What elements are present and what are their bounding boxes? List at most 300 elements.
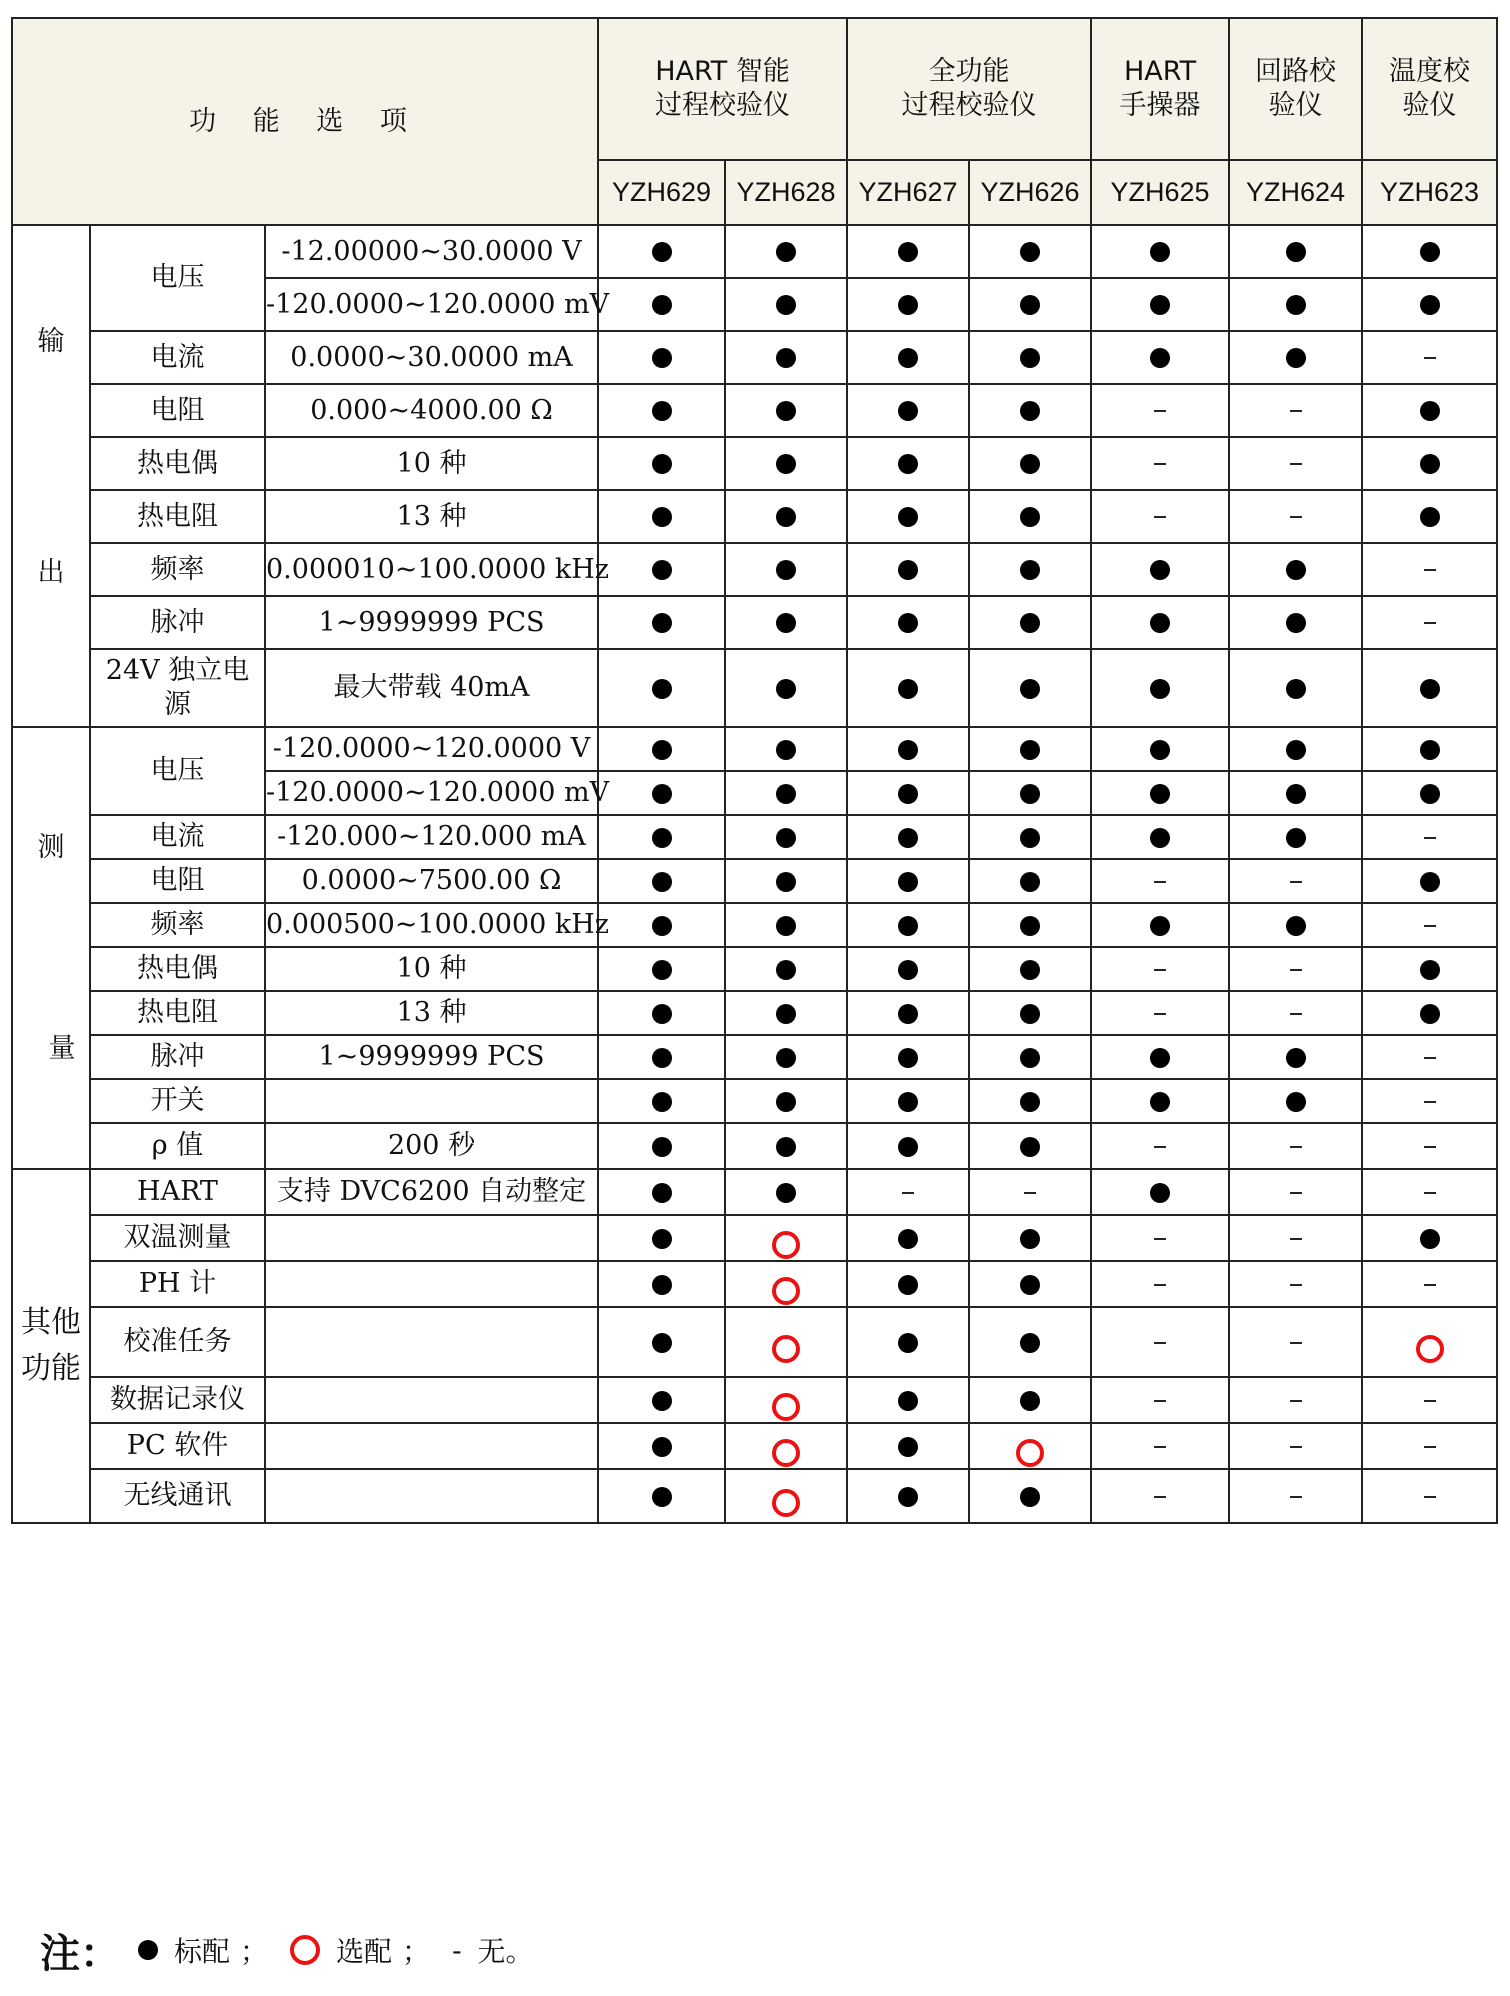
- support-cell-yzh628: [725, 1079, 847, 1123]
- support-cell-yzh623: [1362, 947, 1497, 991]
- standard-dot-icon: [652, 1004, 672, 1024]
- support-cell-yzh623: [1362, 225, 1497, 278]
- legend: [40, 1920, 540, 1980]
- standard-dot-icon: [1020, 1048, 1040, 1068]
- none-dash-icon: [1154, 1400, 1166, 1402]
- standard-dot-icon: [1150, 1183, 1170, 1203]
- none-dash-icon: [1290, 1446, 1302, 1448]
- support-cell-yzh627: [847, 543, 969, 596]
- support-cell-yzh629: [598, 490, 725, 543]
- support-cell-yzh624: [1229, 331, 1362, 384]
- support-cell-yzh626: [969, 543, 1091, 596]
- support-cell-yzh625: [1091, 771, 1229, 815]
- support-cell-yzh626: [969, 771, 1091, 815]
- standard-dot-icon: [1020, 613, 1040, 633]
- standard-dot-icon: [1150, 348, 1170, 368]
- support-cell-yzh627: [847, 1469, 969, 1523]
- standard-dot-icon: [898, 960, 918, 980]
- standard-dot-icon: [898, 454, 918, 474]
- function-range: 0.000~4000.00 Ω: [265, 384, 598, 437]
- support-cell-yzh623: [1362, 1469, 1497, 1523]
- support-cell-yzh628: [725, 1169, 847, 1215]
- support-cell-yzh626: [969, 1469, 1091, 1523]
- standard-dot-icon: [652, 454, 672, 474]
- category-output: [12, 225, 90, 727]
- support-cell-yzh624: [1229, 1307, 1362, 1377]
- support-cell-yzh628: [725, 543, 847, 596]
- standard-dot-icon: [776, 295, 796, 315]
- support-cell-yzh625: [1091, 1123, 1229, 1169]
- support-cell-yzh626: [969, 991, 1091, 1035]
- function-name: 电压: [90, 727, 265, 815]
- support-cell-yzh629: [598, 815, 725, 859]
- table-row: [12, 1123, 1497, 1169]
- none-dash-icon: [1424, 1284, 1436, 1286]
- standard-dot-icon: [898, 1437, 918, 1457]
- support-cell-yzh626: [969, 1035, 1091, 1079]
- support-cell-yzh624: [1229, 1169, 1362, 1215]
- support-cell-yzh629: [598, 278, 725, 331]
- standard-dot-icon: [1286, 242, 1306, 262]
- support-cell-yzh625: [1091, 649, 1229, 727]
- support-cell-yzh628: [725, 1123, 847, 1169]
- function-name: 热电阻: [90, 490, 265, 543]
- support-cell-yzh629: [598, 1307, 725, 1377]
- optional-circle-icon: [772, 1439, 800, 1467]
- standard-dot-icon: [1020, 295, 1040, 315]
- standard-dot-icon: [1286, 740, 1306, 760]
- standard-dot-icon: [1420, 401, 1440, 421]
- optional-circle-icon: [1416, 1335, 1444, 1363]
- function-range: 0.000010~100.0000 kHz: [265, 543, 598, 596]
- support-cell-yzh627: [847, 437, 969, 490]
- support-cell-yzh628: [725, 437, 847, 490]
- dash-icon: -: [452, 1933, 462, 1967]
- function-options-table: [11, 17, 1498, 1524]
- standard-dot-icon: [1020, 828, 1040, 848]
- support-cell-yzh627: [847, 1215, 969, 1261]
- function-range: 10 种: [265, 947, 598, 991]
- category-measure-char: 测: [37, 831, 65, 863]
- function-name: PC 软件: [90, 1423, 265, 1469]
- support-cell-yzh627: [847, 903, 969, 947]
- none-dash-icon: [1424, 1192, 1436, 1194]
- model-yzh624: YZH624: [1229, 160, 1362, 225]
- category-measure-char: 量: [48, 1032, 76, 1064]
- standard-dot-icon: [898, 1092, 918, 1112]
- support-cell-yzh623: [1362, 1307, 1497, 1377]
- support-cell-yzh623: [1362, 903, 1497, 947]
- support-cell-yzh625: [1091, 1169, 1229, 1215]
- function-range: -120.0000~120.0000 V: [265, 727, 598, 771]
- support-cell-yzh625: [1091, 815, 1229, 859]
- support-cell-yzh626: [969, 278, 1091, 331]
- standard-dot-icon: [776, 784, 796, 804]
- function-range: [265, 1307, 598, 1377]
- standard-dot-icon: [898, 1229, 918, 1249]
- none-dash-icon: [1424, 1446, 1436, 1448]
- none-dash-icon: [1290, 410, 1302, 412]
- support-cell-yzh627: [847, 1307, 969, 1377]
- standard-dot-icon: [776, 1004, 796, 1024]
- standard-dot-icon: [1420, 872, 1440, 892]
- support-cell-yzh625: [1091, 991, 1229, 1035]
- standard-dot-icon: [1020, 679, 1040, 699]
- standard-dot-icon: [898, 1004, 918, 1024]
- standard-dot-icon: [776, 401, 796, 421]
- support-cell-yzh629: [598, 903, 725, 947]
- support-cell-yzh627: [847, 1423, 969, 1469]
- support-cell-yzh628: [725, 331, 847, 384]
- standard-dot-icon: [1420, 679, 1440, 699]
- support-cell-yzh623: [1362, 1169, 1497, 1215]
- support-cell-yzh626: [969, 649, 1091, 727]
- support-cell-yzh629: [598, 1123, 725, 1169]
- model-yzh629: YZH629: [598, 160, 725, 225]
- function-name: 电流: [90, 331, 265, 384]
- support-cell-yzh628: [725, 1423, 847, 1469]
- legend-standard-label: 标配: [174, 1935, 231, 1968]
- support-cell-yzh624: [1229, 1123, 1362, 1169]
- support-cell-yzh628: [725, 649, 847, 727]
- standard-dot-icon: [1020, 1487, 1040, 1507]
- legend-none-label: 无。: [477, 1935, 534, 1968]
- support-cell-yzh628: [725, 1261, 847, 1307]
- support-cell-yzh625: [1091, 543, 1229, 596]
- support-cell-yzh625: [1091, 1307, 1229, 1377]
- function-name: 脉冲: [90, 596, 265, 649]
- none-dash-icon: [1154, 1342, 1166, 1344]
- support-cell-yzh628: [725, 859, 847, 903]
- support-cell-yzh628: [725, 1307, 847, 1377]
- legend-none: [452, 1930, 533, 1970]
- function-range: [265, 1469, 598, 1523]
- standard-dot-icon: [652, 740, 672, 760]
- support-cell-yzh624: [1229, 727, 1362, 771]
- category-measure: [12, 727, 90, 1169]
- support-cell-yzh625: [1091, 437, 1229, 490]
- standard-dot-icon: [652, 1092, 672, 1112]
- standard-dot-icon: [776, 1092, 796, 1112]
- support-cell-yzh624: [1229, 278, 1362, 331]
- support-cell-yzh623: [1362, 1035, 1497, 1079]
- support-cell-yzh626: [969, 331, 1091, 384]
- support-cell-yzh628: [725, 384, 847, 437]
- function-range: [265, 1423, 598, 1469]
- support-cell-yzh628: [725, 1035, 847, 1079]
- standard-dot-icon: [1150, 1092, 1170, 1112]
- none-dash-icon: [1290, 1238, 1302, 1240]
- standard-dot-icon: [652, 295, 672, 315]
- support-cell-yzh629: [598, 1169, 725, 1215]
- standard-dot-icon: [776, 454, 796, 474]
- legend-standard: [138, 1930, 284, 1970]
- standard-dot-icon: [898, 1048, 918, 1068]
- function-name: 电阻: [90, 384, 265, 437]
- function-name: 频率: [90, 543, 265, 596]
- none-dash-icon: [1424, 569, 1436, 571]
- support-cell-yzh627: [847, 331, 969, 384]
- standard-dot-icon: [898, 401, 918, 421]
- support-cell-yzh625: [1091, 278, 1229, 331]
- support-cell-yzh624: [1229, 859, 1362, 903]
- support-cell-yzh626: [969, 1215, 1091, 1261]
- support-cell-yzh624: [1229, 947, 1362, 991]
- support-cell-yzh625: [1091, 1469, 1229, 1523]
- model-yzh628: YZH628: [725, 160, 847, 225]
- support-cell-yzh626: [969, 384, 1091, 437]
- support-cell-yzh627: [847, 771, 969, 815]
- optional-circle-icon: [772, 1489, 800, 1517]
- support-cell-yzh625: [1091, 384, 1229, 437]
- standard-dot-icon: [652, 784, 672, 804]
- support-cell-yzh624: [1229, 771, 1362, 815]
- support-cell-yzh627: [847, 1123, 969, 1169]
- none-dash-icon: [1424, 357, 1436, 359]
- function-name: 热电偶: [90, 947, 265, 991]
- table-row: [12, 727, 1497, 771]
- table-row: [12, 947, 1497, 991]
- standard-dot-icon: [1020, 960, 1040, 980]
- function-range: [265, 1215, 598, 1261]
- standard-dot-icon: [1020, 740, 1040, 760]
- support-cell-yzh626: [969, 1079, 1091, 1123]
- none-dash-icon: [1290, 1342, 1302, 1344]
- table-row: [12, 1215, 1497, 1261]
- standard-dot-icon: [776, 507, 796, 527]
- support-cell-yzh623: [1362, 771, 1497, 815]
- standard-dot-icon: [652, 679, 672, 699]
- standard-dot-icon: [1420, 1229, 1440, 1249]
- table-row: [12, 815, 1497, 859]
- standard-dot-icon: [652, 1229, 672, 1249]
- table-header: [12, 18, 1497, 225]
- none-dash-icon: [1424, 1057, 1436, 1059]
- support-cell-yzh628: [725, 815, 847, 859]
- function-range: 0.0000~30.0000 mA: [265, 331, 598, 384]
- standard-dot-icon: [652, 960, 672, 980]
- support-cell-yzh627: [847, 859, 969, 903]
- standard-dot-icon: [1150, 828, 1170, 848]
- standard-dot-icon: [652, 1183, 672, 1203]
- standard-dot-icon: [898, 560, 918, 580]
- function-name: 电流: [90, 815, 265, 859]
- support-cell-yzh629: [598, 649, 725, 727]
- standard-dot-icon: [898, 348, 918, 368]
- table-row: [12, 1169, 1497, 1215]
- category-other: [12, 1169, 90, 1523]
- standard-dot-icon: [898, 1487, 918, 1507]
- support-cell-yzh624: [1229, 991, 1362, 1035]
- support-cell-yzh627: [847, 727, 969, 771]
- support-cell-yzh623: [1362, 1377, 1497, 1423]
- support-cell-yzh626: [969, 1307, 1091, 1377]
- support-cell-yzh624: [1229, 1079, 1362, 1123]
- standard-dot-icon: [1420, 1004, 1440, 1024]
- support-cell-yzh624: [1229, 596, 1362, 649]
- standard-dot-icon: [652, 401, 672, 421]
- support-cell-yzh628: [725, 1469, 847, 1523]
- table-row: [12, 1261, 1497, 1307]
- function-range: 0.0000~7500.00 Ω: [265, 859, 598, 903]
- standard-dot-icon: [1286, 348, 1306, 368]
- group-full-function-calibrator: 全功能 过程校验仪: [847, 18, 1091, 160]
- table-row: [12, 225, 1497, 278]
- support-cell-yzh627: [847, 1035, 969, 1079]
- standard-dot-icon: [898, 1275, 918, 1295]
- support-cell-yzh627: [847, 225, 969, 278]
- support-cell-yzh624: [1229, 1377, 1362, 1423]
- none-dash-icon: [1154, 1146, 1166, 1148]
- support-cell-yzh623: [1362, 596, 1497, 649]
- standard-dot-icon: [652, 242, 672, 262]
- standard-dot-icon: [1150, 784, 1170, 804]
- support-cell-yzh623: [1362, 727, 1497, 771]
- support-cell-yzh624: [1229, 1469, 1362, 1523]
- support-cell-yzh627: [847, 596, 969, 649]
- support-cell-yzh627: [847, 1261, 969, 1307]
- none-dash-icon: [1424, 1400, 1436, 1402]
- none-dash-icon: [1424, 622, 1436, 624]
- function-range: [265, 1261, 598, 1307]
- standard-dot-icon: [1286, 295, 1306, 315]
- function-name: 热电偶: [90, 437, 265, 490]
- standard-dot-icon: [1150, 242, 1170, 262]
- support-cell-yzh627: [847, 1377, 969, 1423]
- category-output-char: 输: [37, 325, 65, 357]
- support-cell-yzh627: [847, 490, 969, 543]
- support-cell-yzh623: [1362, 437, 1497, 490]
- standard-dot-icon: [1020, 242, 1040, 262]
- legend-separator: ；: [240, 1935, 269, 1968]
- function-range: [265, 1377, 598, 1423]
- standard-dot-icon: [652, 560, 672, 580]
- standard-dot-icon: [652, 1048, 672, 1068]
- category-other-line: 功能: [21, 1351, 81, 1386]
- support-cell-yzh628: [725, 727, 847, 771]
- support-cell-yzh629: [598, 437, 725, 490]
- red-circle-icon: [290, 1935, 320, 1965]
- support-cell-yzh627: [847, 649, 969, 727]
- support-cell-yzh627: [847, 278, 969, 331]
- support-cell-yzh625: [1091, 1215, 1229, 1261]
- standard-dot-icon: [898, 828, 918, 848]
- support-cell-yzh629: [598, 384, 725, 437]
- function-range: 1~9999999 PCS: [265, 1035, 598, 1079]
- support-cell-yzh626: [969, 947, 1091, 991]
- support-cell-yzh628: [725, 1377, 847, 1423]
- none-dash-icon: [1154, 1496, 1166, 1498]
- support-cell-yzh626: [969, 903, 1091, 947]
- standard-dot-icon: [1150, 560, 1170, 580]
- function-range: 最大带载 40mA: [265, 649, 598, 727]
- function-name: 开关: [90, 1079, 265, 1123]
- support-cell-yzh623: [1362, 1215, 1497, 1261]
- standard-dot-icon: [1150, 740, 1170, 760]
- optional-circle-icon: [1016, 1439, 1044, 1467]
- function-name: ρ 值: [90, 1123, 265, 1169]
- none-dash-icon: [1154, 1013, 1166, 1015]
- standard-dot-icon: [1020, 1092, 1040, 1112]
- support-cell-yzh626: [969, 437, 1091, 490]
- none-dash-icon: [1290, 1013, 1302, 1015]
- support-cell-yzh629: [598, 1469, 725, 1523]
- standard-dot-icon: [776, 679, 796, 699]
- standard-dot-icon: [1020, 1333, 1040, 1353]
- support-cell-yzh629: [598, 331, 725, 384]
- support-cell-yzh624: [1229, 1261, 1362, 1307]
- support-cell-yzh624: [1229, 815, 1362, 859]
- none-dash-icon: [1154, 1238, 1166, 1240]
- standard-dot-icon: [1020, 1137, 1040, 1157]
- table-row: [12, 1307, 1497, 1377]
- function-name: 电压: [90, 225, 265, 331]
- support-cell-yzh625: [1091, 1377, 1229, 1423]
- table-row: [12, 859, 1497, 903]
- standard-dot-icon: [898, 1333, 918, 1353]
- support-cell-yzh627: [847, 1169, 969, 1215]
- support-cell-yzh628: [725, 991, 847, 1035]
- support-cell-yzh623: [1362, 649, 1497, 727]
- table-row: [12, 331, 1497, 384]
- none-dash-icon: [1290, 463, 1302, 465]
- support-cell-yzh625: [1091, 1261, 1229, 1307]
- support-cell-yzh623: [1362, 384, 1497, 437]
- none-dash-icon: [1424, 1496, 1436, 1498]
- standard-dot-icon: [1420, 784, 1440, 804]
- none-dash-icon: [1154, 1284, 1166, 1286]
- standard-dot-icon: [1020, 784, 1040, 804]
- model-yzh627: YZH627: [847, 160, 969, 225]
- standard-dot-icon: [1286, 560, 1306, 580]
- standard-dot-icon: [652, 348, 672, 368]
- support-cell-yzh623: [1362, 815, 1497, 859]
- none-dash-icon: [902, 1192, 914, 1194]
- standard-dot-icon: [1020, 1275, 1040, 1295]
- support-cell-yzh628: [725, 903, 847, 947]
- support-cell-yzh629: [598, 543, 725, 596]
- function-name: 数据记录仪: [90, 1377, 265, 1423]
- none-dash-icon: [1154, 1446, 1166, 1448]
- none-dash-icon: [1290, 969, 1302, 971]
- support-cell-yzh629: [598, 1079, 725, 1123]
- support-cell-yzh624: [1229, 543, 1362, 596]
- support-cell-yzh629: [598, 727, 725, 771]
- support-cell-yzh629: [598, 1035, 725, 1079]
- support-cell-yzh629: [598, 1215, 725, 1261]
- support-cell-yzh623: [1362, 1123, 1497, 1169]
- standard-dot-icon: [898, 679, 918, 699]
- table-row: [12, 384, 1497, 437]
- standard-dot-icon: [776, 1183, 796, 1203]
- standard-dot-icon: [1150, 916, 1170, 936]
- header-title: 功 能 选 项: [12, 18, 598, 225]
- spec-table-wrapper: [11, 17, 1498, 1524]
- standard-dot-icon: [1286, 916, 1306, 936]
- standard-dot-icon: [1420, 507, 1440, 527]
- support-cell-yzh624: [1229, 649, 1362, 727]
- table-row: [12, 1377, 1497, 1423]
- none-dash-icon: [1290, 881, 1302, 883]
- standard-dot-icon: [1020, 872, 1040, 892]
- function-name: 热电阻: [90, 991, 265, 1035]
- function-range: 13 种: [265, 991, 598, 1035]
- none-dash-icon: [1424, 1146, 1436, 1148]
- table-row: [12, 1035, 1497, 1079]
- standard-dot-icon: [1020, 507, 1040, 527]
- table-row: [12, 437, 1497, 490]
- standard-dot-icon: [898, 1137, 918, 1157]
